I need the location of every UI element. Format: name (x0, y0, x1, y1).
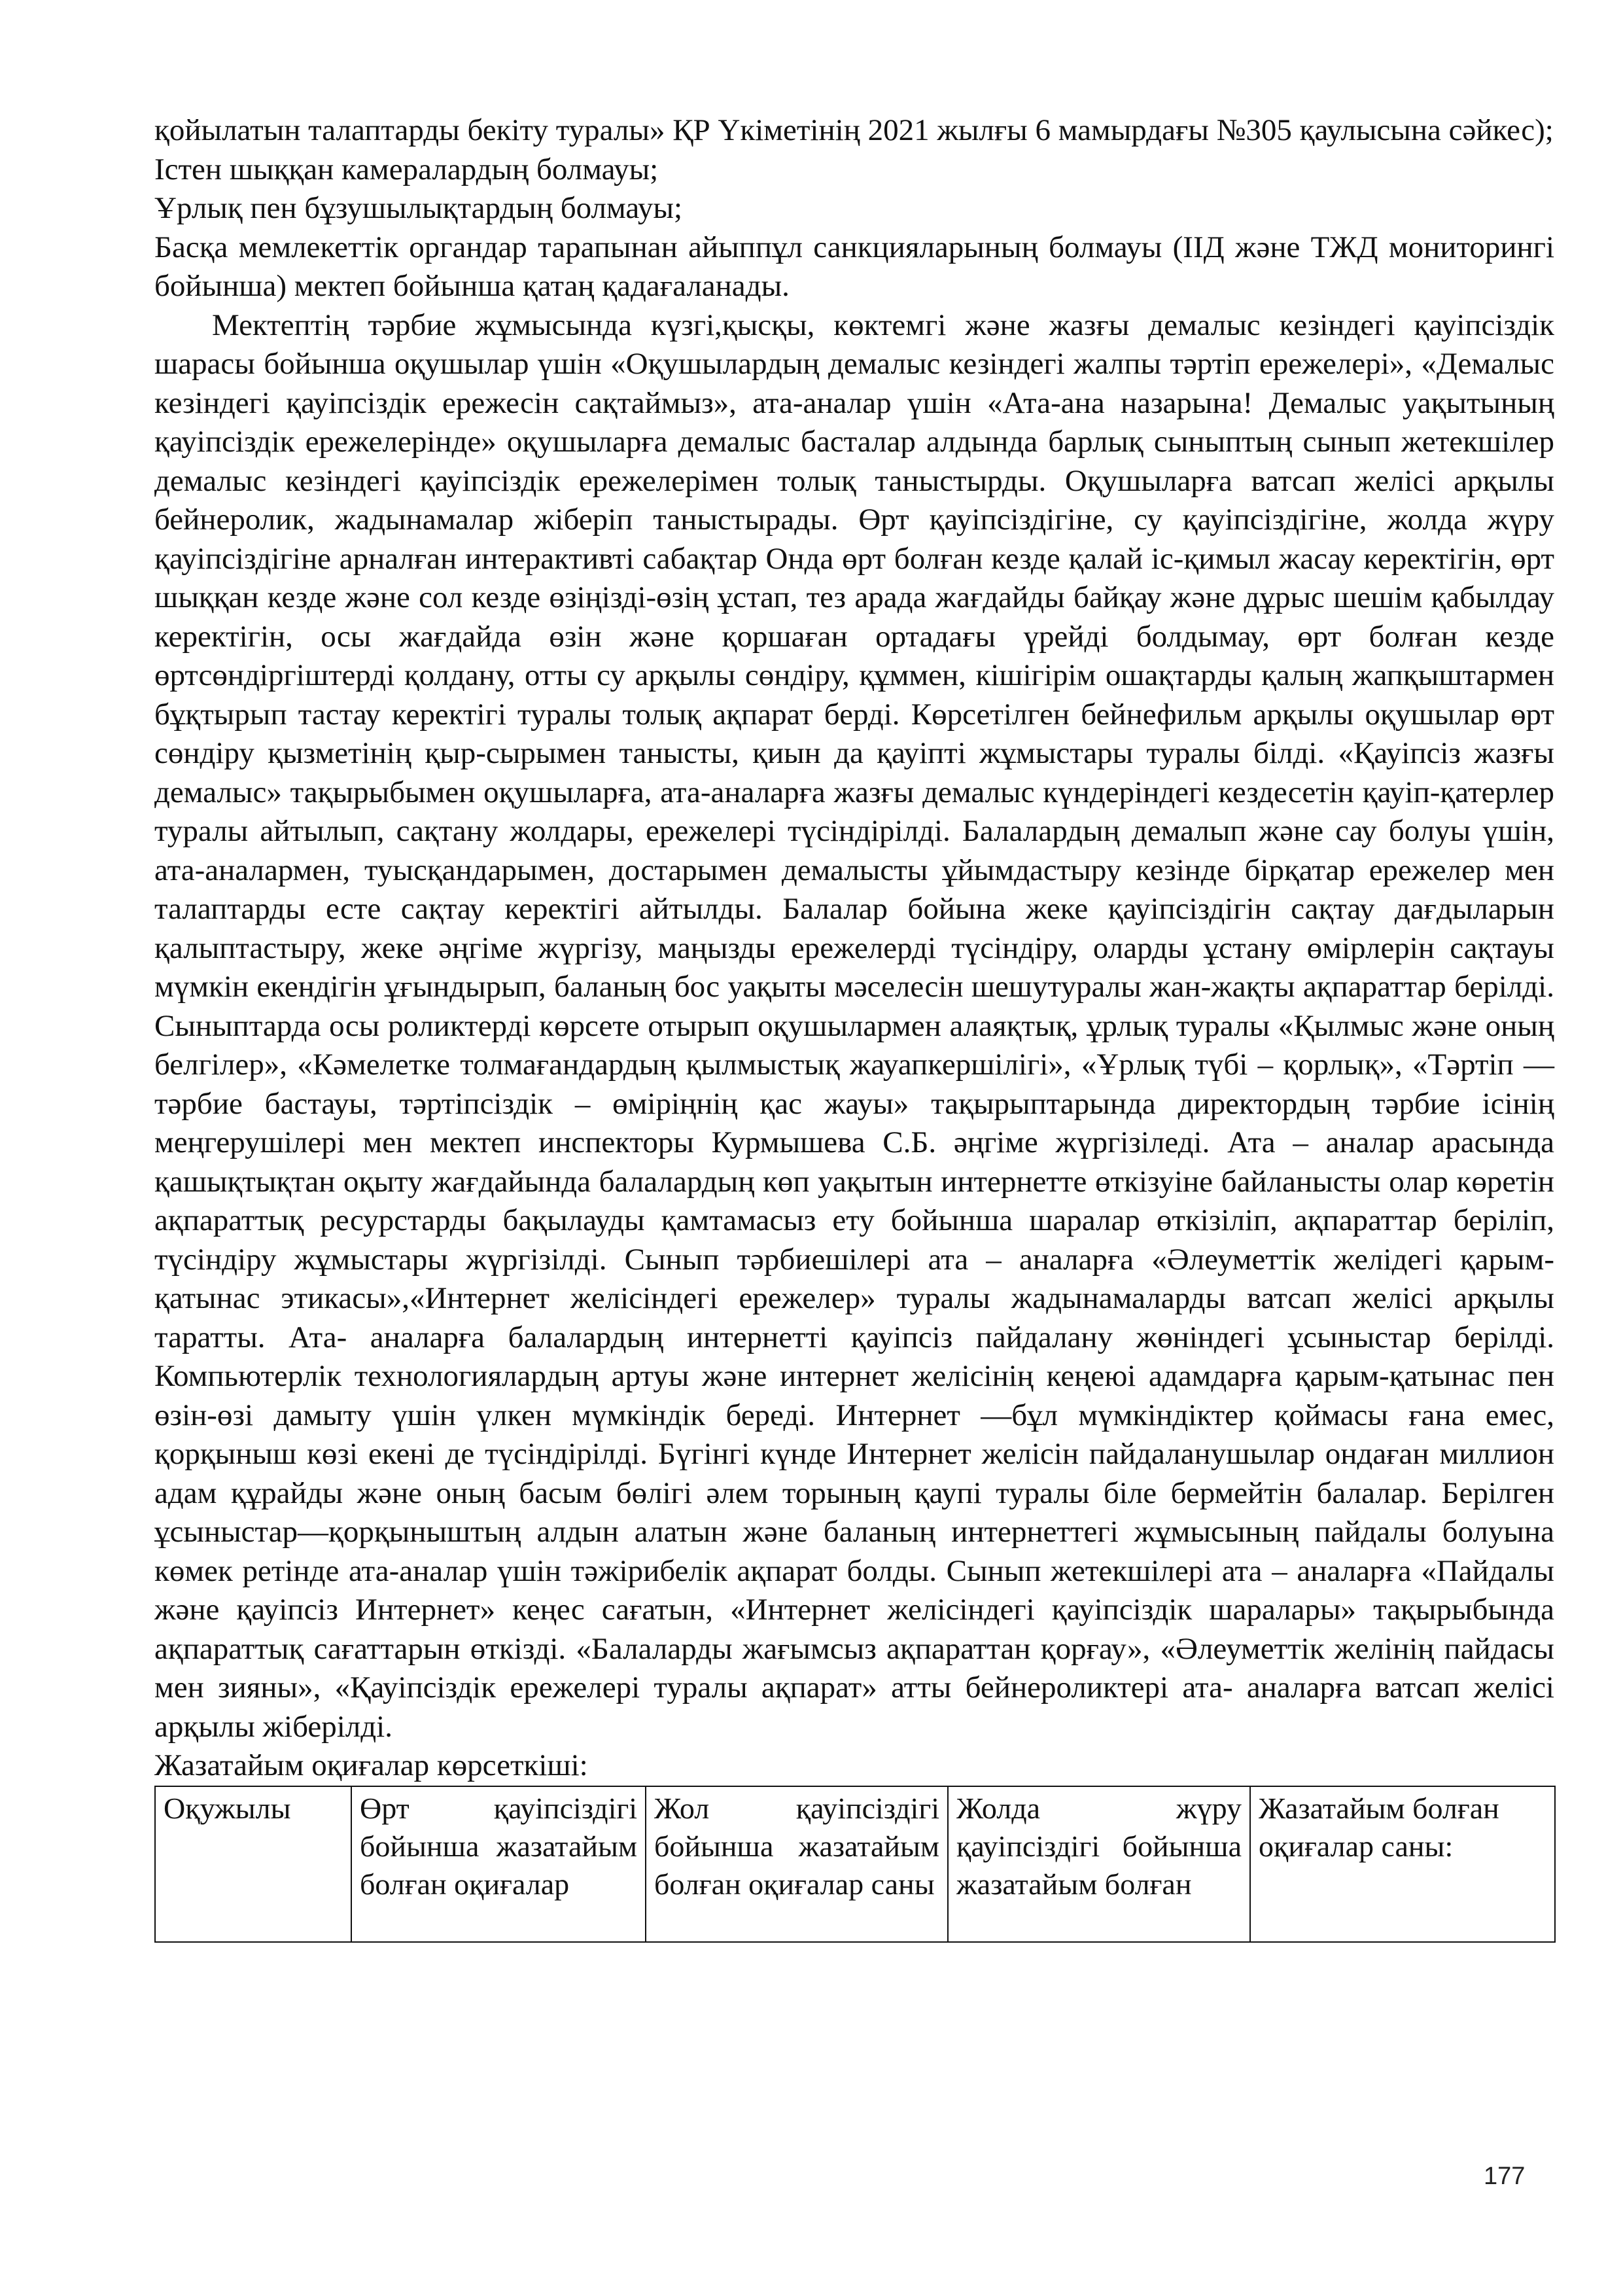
text-line: Ұрлық пен бұзушылықтардың болмауы; (154, 191, 683, 225)
table-header-row (155, 1786, 1555, 1942)
table-header-cell: Жазатайым болған оқиғалар саны: (1250, 1786, 1555, 1942)
text-line: қойылатын талаптарды бекіту туралы» ҚР Үкіметінің 2021 жылғы 6 мамырдағы №305 қаулысына сәйкес); (154, 113, 1554, 147)
table-caption: Жазатайым оқиғалар көрсеткіші: (154, 1748, 588, 1782)
table-header-cell: Өрт қауіпсіздігі бойынша жазатайым болған оқиғалар (351, 1786, 646, 1942)
main-paragraph: Мектептің тәрбие жұмысында күзгі,қысқы, көктемгі және жазғы демалыс кезіндегі қауіпсіздік шарасы бойынша оқушылар үшін «Оқушылардың демалыс кезіндегі жалпы тәртіп ережелері», «Демалыс кезіндегі қауіпсіздік ережесін сақтаймыз», ата-аналар үшін «Ата-ана назарына! Демалыс уақытының қауіпсіздік ережелерінде» оқушыларға демалыс басталар алдында барлық сыныптың сынып жетекшілер демалыс кезіндегі қауіпсіздік ережелерімен толық таныстырды. Оқушыларға ватсап желісі арқылы бейнеролик, жадынамалар жіберіп таныстырады. Өрт қауіпсіздігіне, су қауіпсіздігіне, жолда жүру қауіпсіздігіне арналған интерактивті сабақтар Онда өрт болған кезде қалай іс-қимыл жасау керектігін, өрт шыққан кезде және сол кезде өзіңізді-өзің ұстап, тез арада жағдайды байқау және дұрыс шешім қабылдау керектігін, осы жағдайда өзін және қоршаған ортадағы үрейді болдымау, өрт болған кезде өртсөндіргіштерді қолдану, отты су арқылы сөндіру, құммен, кішігірім ошақтарды қалың жапқыштармен бұқтырып тастау керектігі туралы толық ақпарат берді. Көрсетілген бейнефильм арқылы оқушылар өрт сөндіру қызметінің қыр-сырымен танысты, қиын да қауіпті жұмыстары туралы білді. «Қауіпсіз жазғы демалыс» тақырыбымен оқушыларға, ата-аналарға жазғы демалыс күндеріндегі кездесетін қауіп-қатерлер туралы айтылып, сақтану жолдары, ережелері түсіндірілді. Балалардың демалып және сау болуы үшін, ата-аналармен, туысқандарымен, достарымен демалысты ұйымдастыру кезінде бірқатар ережелер мен талаптарды есте сақтау керектігі айтылды. Балалар бойына жеке қауіпсіздігін сақтау дағдыларын қалыптастыру, жеке әңгіме жүргізу, маңызды ережелерді түсіндіру, оларды ұстану өмірлерін сақтауы мүмкін екендігін ұғындырып, баланың бос уақыты мәселесін шешутуралы жан-жақты ақпараттар берілді. Сыныптарда осы роликтерді көрсете отырып оқушылармен алаяқтық, ұрлық туралы «Қылмыс және оның белгілер», «Кәмелетке толмағандардың қылмыстық жауапкершілігі», «Ұрлық түбі – қорлық», «Тәртіп — тәрбие бастауы, тәртіпсіздік – өміріңнің қас жауы» тақырыптарында директордың тәрбие ісінің меңгерушілері мен мектеп инспекторы Курмышева С.Б. әңгіме жүргізіледі. Ата – аналар арасында қашықтықтан оқыту жағдайында балалардың көп уақытын интернетте өткізуіне байланысты олар көретін ақпараттық ресурстарды бақылауды қамтамасыз ету бойынша шаралар өткізіліп, ақпараттар беріліп, түсіндіру жұмыстары жүргізілді. Сынып тәрбиешілері ата – аналарға «Әлеуметтік желідегі қарым-қатынас этикасы»,«Интернет желісіндегі ережелер» туралы жадынамаларды ватсап желісі арқылы таратты. Ата- аналарға балалардың интернетті қауіпсіз пайдалану жөніндегі ұсыныстар берілді. Компьютерлік технологиялардың артуы және интернет желісінің кеңеюі адамдарға қарым-қатынас пен өзін-өзі дамыту үшін үлкен мүмкіндік береді. Интернет —бұл мүмкіндіктер қоймасы ғана емес, қорқыныш көзі екені де түсіндірілді. Бүгінгі күнде Интернет желісін пайдаланушылар ондаған миллион адам құрайды және оның басым бөлігі әлем торының қаупі туралы біле бермейтін балалар. Берілген ұсыныстар—қорқыныштың алдын алатын және баланың интернеттегі жұмысының пайдалы болуына көмек ретінде ата-аналар үшін тәжірибелік ақпарат болды. Сынып жетекшілері ата – аналарға «Пайдалы және қауіпсіз Интернет» кеңес сағатын, «Интернет желісіндегі қауіпсіздік шаралары» тақырыбында ақпараттық сағаттарын өткізді. «Балаларды жағымсыз ақпараттан қорғау», «Әлеуметтік желінің пайдасы мен зияны», «Қауіпсіздік ережелері туралы ақпарат» атты бейнероликтері ата- аналарға ватсап желісі арқылы жіберілді. (154, 308, 1554, 1744)
page-number: 177 (1484, 2163, 1526, 2190)
text-line: Істен шыққан камералардың болмауы; (154, 152, 659, 186)
document-page (154, 111, 1554, 1943)
table-header-cell: Жолда жүру қауіпсіздігі бойынша жазатайым болған (948, 1786, 1250, 1942)
accidents-table (154, 1786, 1556, 1943)
table-header-cell: Оқужылы (155, 1786, 351, 1942)
table-header-cell: Жол қауіпсіздігі бойынша жазатайым болған оқиғалар саны (646, 1786, 948, 1942)
text-line: Басқа мемлекеттік органдар тарапынан айыппұл санкцияларының болмауы (ІІД және ТЖД мониторингі бойынша) мектеп бойынша қатаң қадағаланады. (154, 230, 1554, 303)
